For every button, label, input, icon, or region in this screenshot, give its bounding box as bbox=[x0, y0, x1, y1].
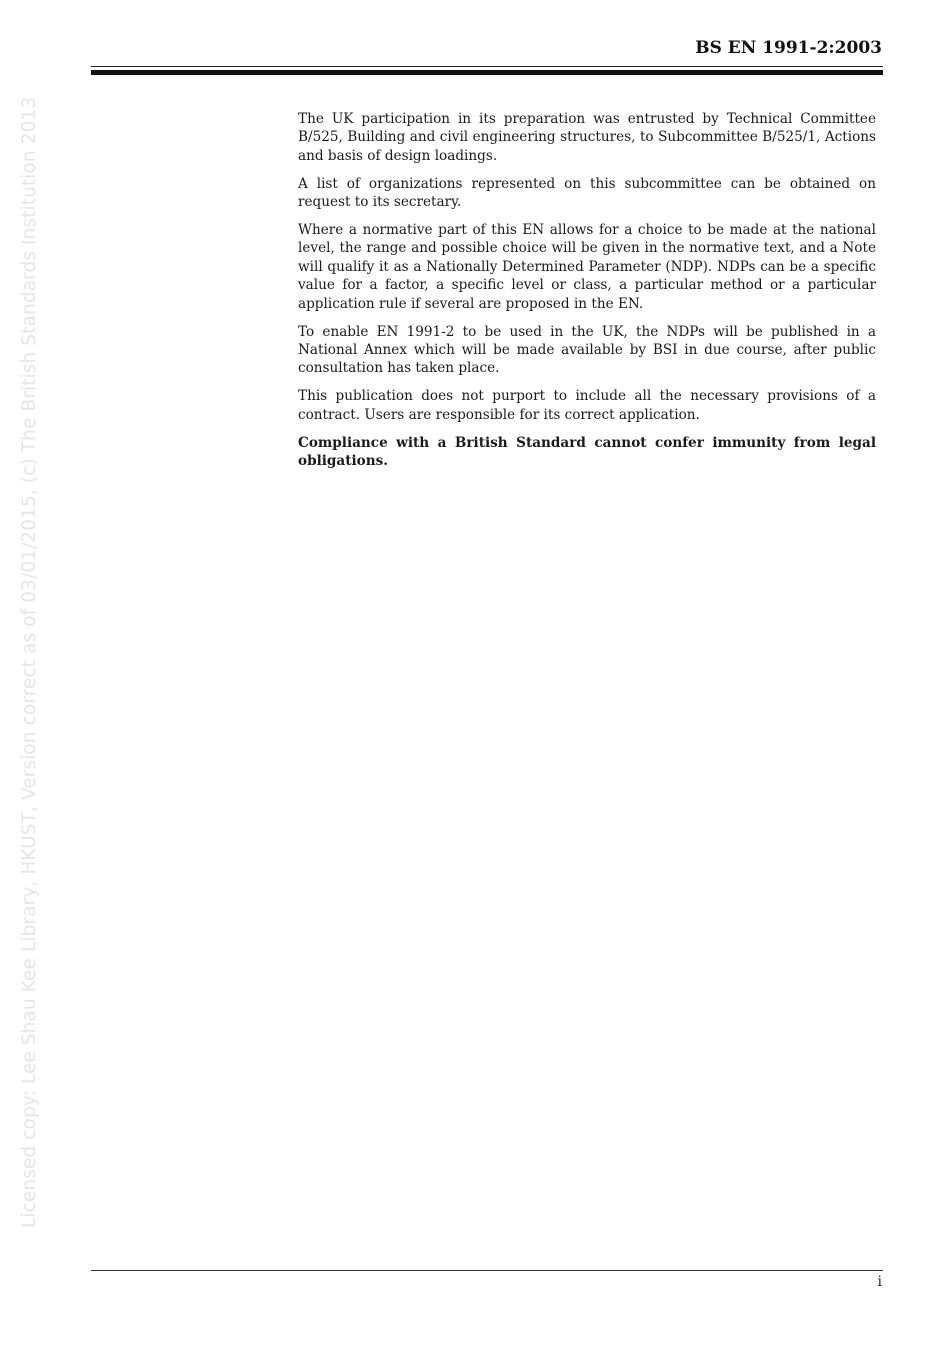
paragraph-contract-provisions: This publication does not purport to include all the necessary provisions of a contract. Users are responsible for its correct application. bbox=[298, 388, 876, 423]
license-watermark: Licensed copy: Lee Shau Kee Library, HKUST, Version correct as of 03/01/2015, (c) The British Standards Institution 2013 bbox=[19, 96, 40, 1228]
document-id: BS EN 1991-2:2003 bbox=[695, 38, 882, 58]
header-rule-thick bbox=[91, 70, 883, 75]
page-number: i bbox=[877, 1274, 882, 1290]
header-rule-thin bbox=[91, 66, 883, 67]
body-text bbox=[298, 110, 876, 480]
paragraph-uk-participation: The UK participation in its preparation was entrusted by Technical Committee B/525, Building and civil engineering structures, to Subcommittee B/525/1, Actions and basis of design loadings. bbox=[298, 111, 876, 164]
footer-rule bbox=[91, 1270, 883, 1271]
paragraph-national-annex: To enable EN 1991-2 to be used in the UK, the NDPs will be published in a National Annex which will be made available by BSI in due course, after public consultation has taken place. bbox=[298, 323, 876, 377]
paragraph-compliance-notice: Compliance with a British Standard cannot confer immunity from legal obligations. bbox=[298, 434, 876, 469]
paragraph-organizations-list: A list of organizations represented on this subcommittee can be obtained on request to its secretary. bbox=[298, 175, 876, 211]
paragraph-normative-choice: Where a normative part of this EN allows for a choice to be made at the national level, the range and possible choice will be given in the normative text, and a Note will qualify it as a Nationally Determined Parameter (NDP). NDPs can be a specific value for a factor, a specific level or class, a particular method or a particular application rule if several are proposed in the EN. bbox=[298, 222, 876, 312]
